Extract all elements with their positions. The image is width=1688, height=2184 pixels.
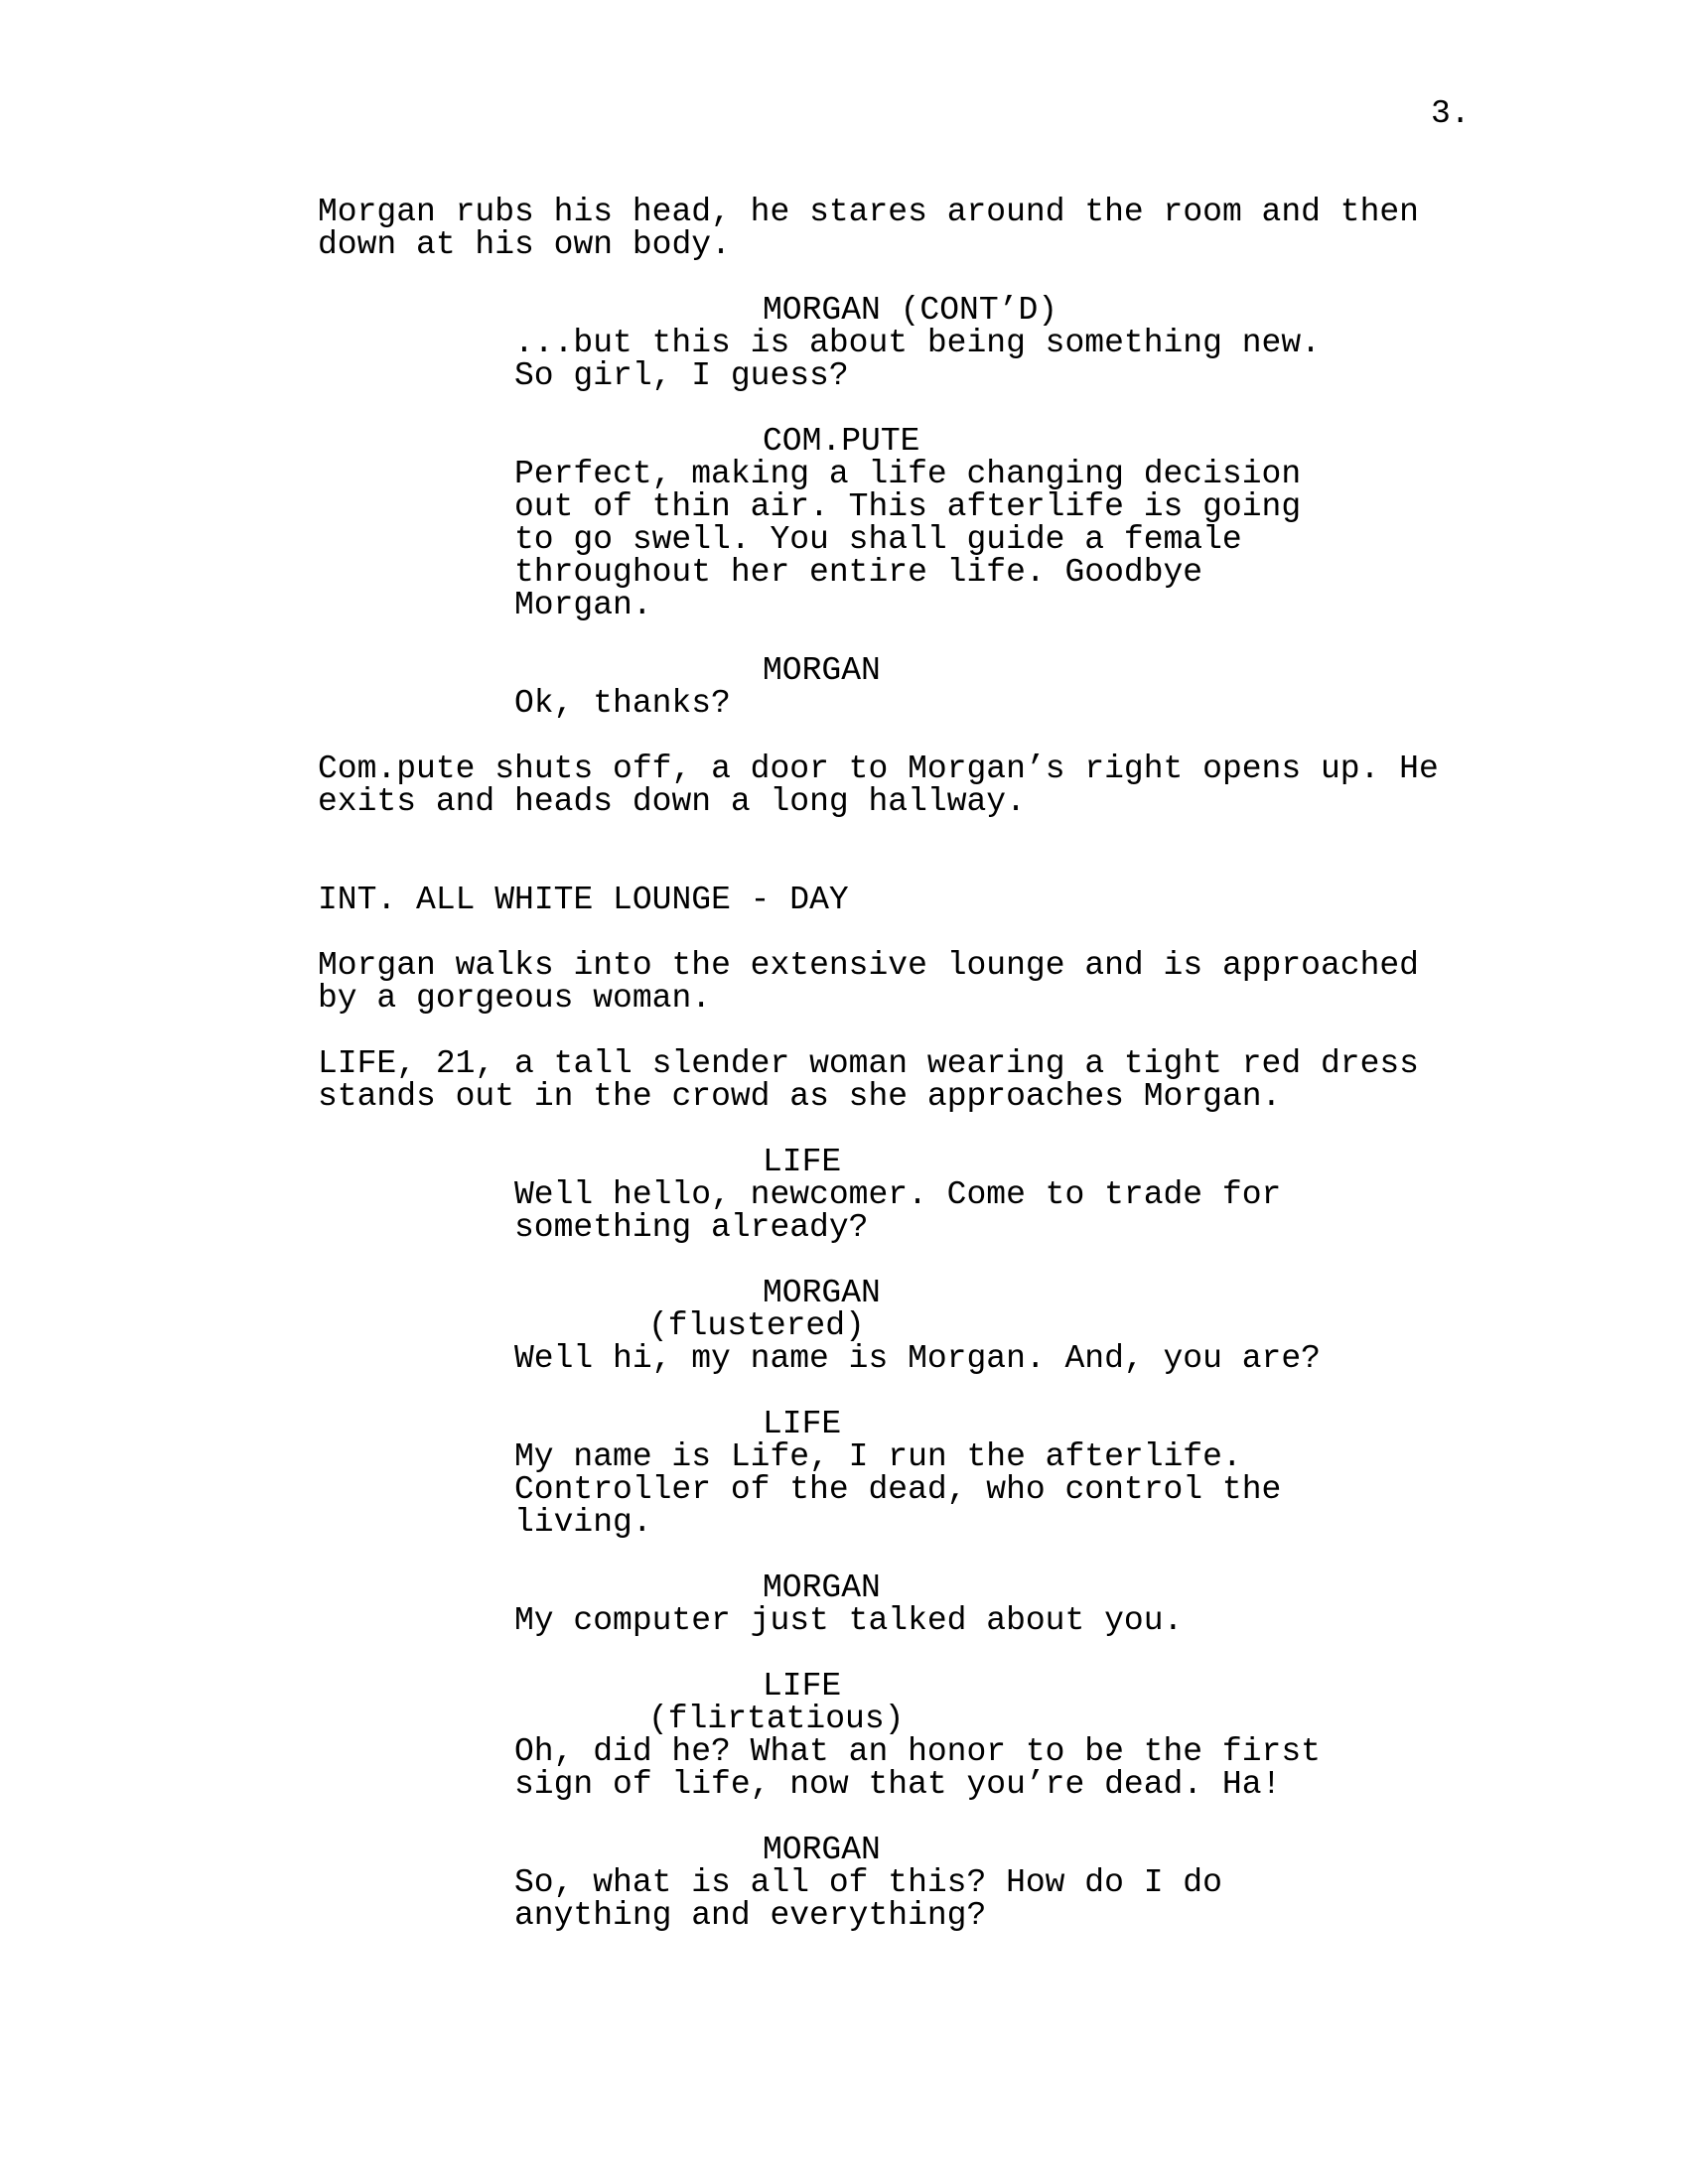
page-number: 3.: [1431, 95, 1471, 132]
character-cue: LIFE: [763, 1406, 842, 1442]
dialogue-line: My computer just talked about you.: [514, 1602, 1184, 1639]
dialogue-line: So, what is all of this? How do I do: [514, 1864, 1222, 1901]
action-line: LIFE, 21, a tall slender woman wearing a tight red dress: [318, 1045, 1419, 1082]
parenthetical: (flirtatious): [648, 1701, 905, 1737]
character-cue: MORGAN: [763, 1570, 881, 1606]
action-line: stands out in the crowd as she approaches Morgan.: [318, 1078, 1282, 1115]
dialogue-line: Ok, thanks?: [514, 685, 731, 722]
character-cue: LIFE: [763, 1668, 842, 1705]
character-cue: LIFE: [763, 1144, 842, 1180]
dialogue-line: Oh, did he? What an honor to be the first: [514, 1733, 1321, 1770]
dialogue-line: to go swell. You shall guide a female: [514, 521, 1242, 558]
dialogue-line: sign of life, now that you’re dead. Ha!: [514, 1766, 1282, 1803]
character-cue: COM.PUTE: [763, 423, 920, 460]
character-cue: MORGAN: [763, 1275, 881, 1311]
dialogue-line: So girl, I guess?: [514, 357, 849, 394]
action-line: Com.pute shuts off, a door to Morgan’s right opens up. He: [318, 751, 1439, 787]
dialogue-line: living.: [514, 1504, 652, 1541]
dialogue-line: throughout her entire life. Goodbye: [514, 554, 1203, 591]
dialogue-line: My name is Life, I run the afterlife.: [514, 1438, 1242, 1475]
character-cue: MORGAN (CONT’D): [763, 292, 1058, 329]
action-line: by a gorgeous woman.: [318, 980, 712, 1017]
dialogue-line: ...but this is about being something new.: [514, 325, 1321, 361]
character-cue: MORGAN: [763, 1832, 881, 1868]
dialogue-line: Well hello, newcomer. Come to trade for: [514, 1176, 1282, 1213]
parenthetical: (flustered): [648, 1307, 865, 1344]
action-line: down at his own body.: [318, 226, 731, 263]
character-cue: MORGAN: [763, 652, 881, 689]
scene-heading: INT. ALL WHITE LOUNGE - DAY: [318, 882, 849, 918]
dialogue-line: Well hi, my name is Morgan. And, you are?: [514, 1340, 1321, 1377]
action-line: Morgan rubs his head, he stares around the room and then: [318, 194, 1419, 230]
dialogue-line: out of thin air. This afterlife is going: [514, 488, 1302, 525]
action-line: exits and heads down a long hallway.: [318, 783, 1026, 820]
action-line: Morgan walks into the extensive lounge and is approached: [318, 947, 1419, 984]
dialogue-line: Morgan.: [514, 587, 652, 623]
dialogue-line: Perfect, making a life changing decision: [514, 456, 1302, 492]
dialogue-line: anything and everything?: [514, 1897, 987, 1934]
dialogue-line: something already?: [514, 1209, 869, 1246]
dialogue-line: Controller of the dead, who control the: [514, 1471, 1282, 1508]
